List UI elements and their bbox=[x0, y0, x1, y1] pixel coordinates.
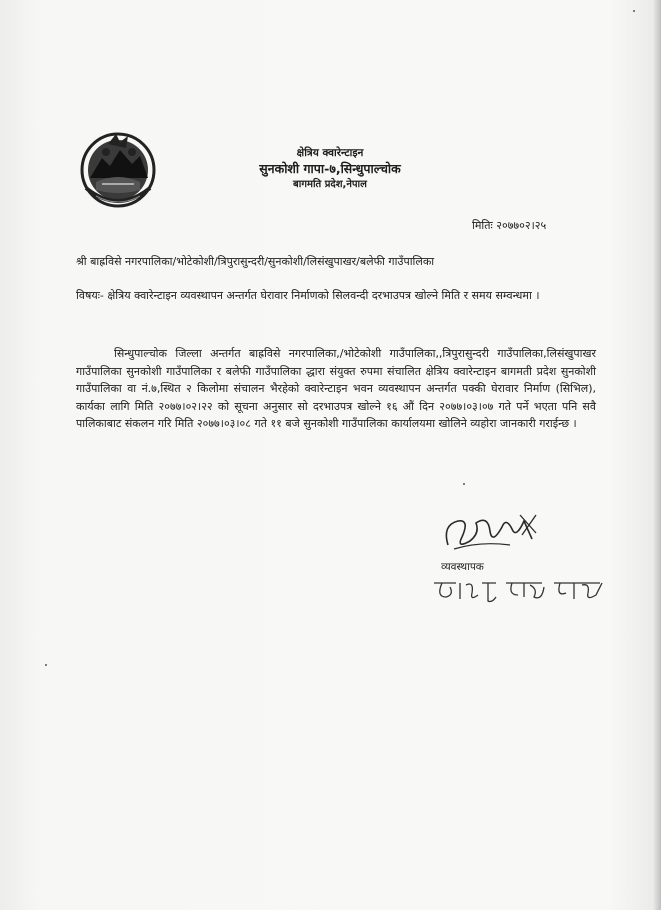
page-edge-shadow bbox=[653, 0, 661, 910]
subject-line: विषयः- क्षेत्रिय क्वारेन्टाइन व्यवस्थापन अन्तर्गत घेरावार निर्माणको सिलवन्दी दरभाउपत्र खोल्ने मिति र समय सम्वन्धमा । bbox=[76, 289, 540, 302]
letterhead bbox=[200, 146, 460, 192]
office-province: बागमति प्रदेश,नेपाल bbox=[293, 179, 367, 190]
addressee: श्री बाह्रविसे नगरपालिका/भोटेकोशी/त्रिपुरासुन्दरी/सुनकोशी/लिसंखुपाखर/बलेफी गाउँपालिका bbox=[76, 255, 435, 268]
letter-body: सिन्धुपाल्चोक जिल्ला अन्तर्गत बाह्रविसे नगरपालिका,/भोटेकोशी गाउँपालिका,,त्रिपुरासुन्दरी गाउँपालिका,लिसंखुपाखर गाउँपालिका सुनकोशी गाउँपालिका र बलेफी गाउँपालिका द्धारा संयुक्त रुपमा संचालित क्षेत्रिय क्वारेन्टाइन बागमती प्रदेश सुनकोशी गाउँपालिका वा नं.७,स्थित २ किलोमा संचालन भैरहेको क्वारेन्टाइन भवन व्यवस्थापन अन्तर्गत पक्की घेरावार निर्माण (सिभिल), कार्यका लागि मिति २०७७।०२।२२ को सूचना अनुसार सो दरभाउपत्र खोल्ने १६ औं दिन २०७७।०३।०७ गते पर्ने भएता पनि सवै पालिकाबाट संकलन गरि मिति २०७७।०३।०८ गते ११ बजे सुनकोशी गाउँपालिका कार्यालयमा खोलिने व्यहोरा जानकारी गराईन्छ । bbox=[76, 347, 596, 431]
office-name: क्षेत्रिय क्वारेन्टाइन bbox=[296, 147, 364, 159]
signatory-title: व्यवस्थापक bbox=[441, 561, 484, 573]
office-address: सुनकोशी गापा-७,सिन्धुपाल्चोक bbox=[259, 161, 401, 176]
scan-speck bbox=[45, 664, 47, 666]
scan-speck bbox=[633, 10, 635, 12]
letter-date: मितिः २०७७०२।२५ bbox=[472, 219, 547, 232]
nepal-emblem-icon bbox=[76, 126, 160, 210]
scan-speck bbox=[463, 483, 465, 485]
signatory-name-handwriting-icon bbox=[430, 575, 610, 605]
signature-icon bbox=[440, 505, 540, 555]
